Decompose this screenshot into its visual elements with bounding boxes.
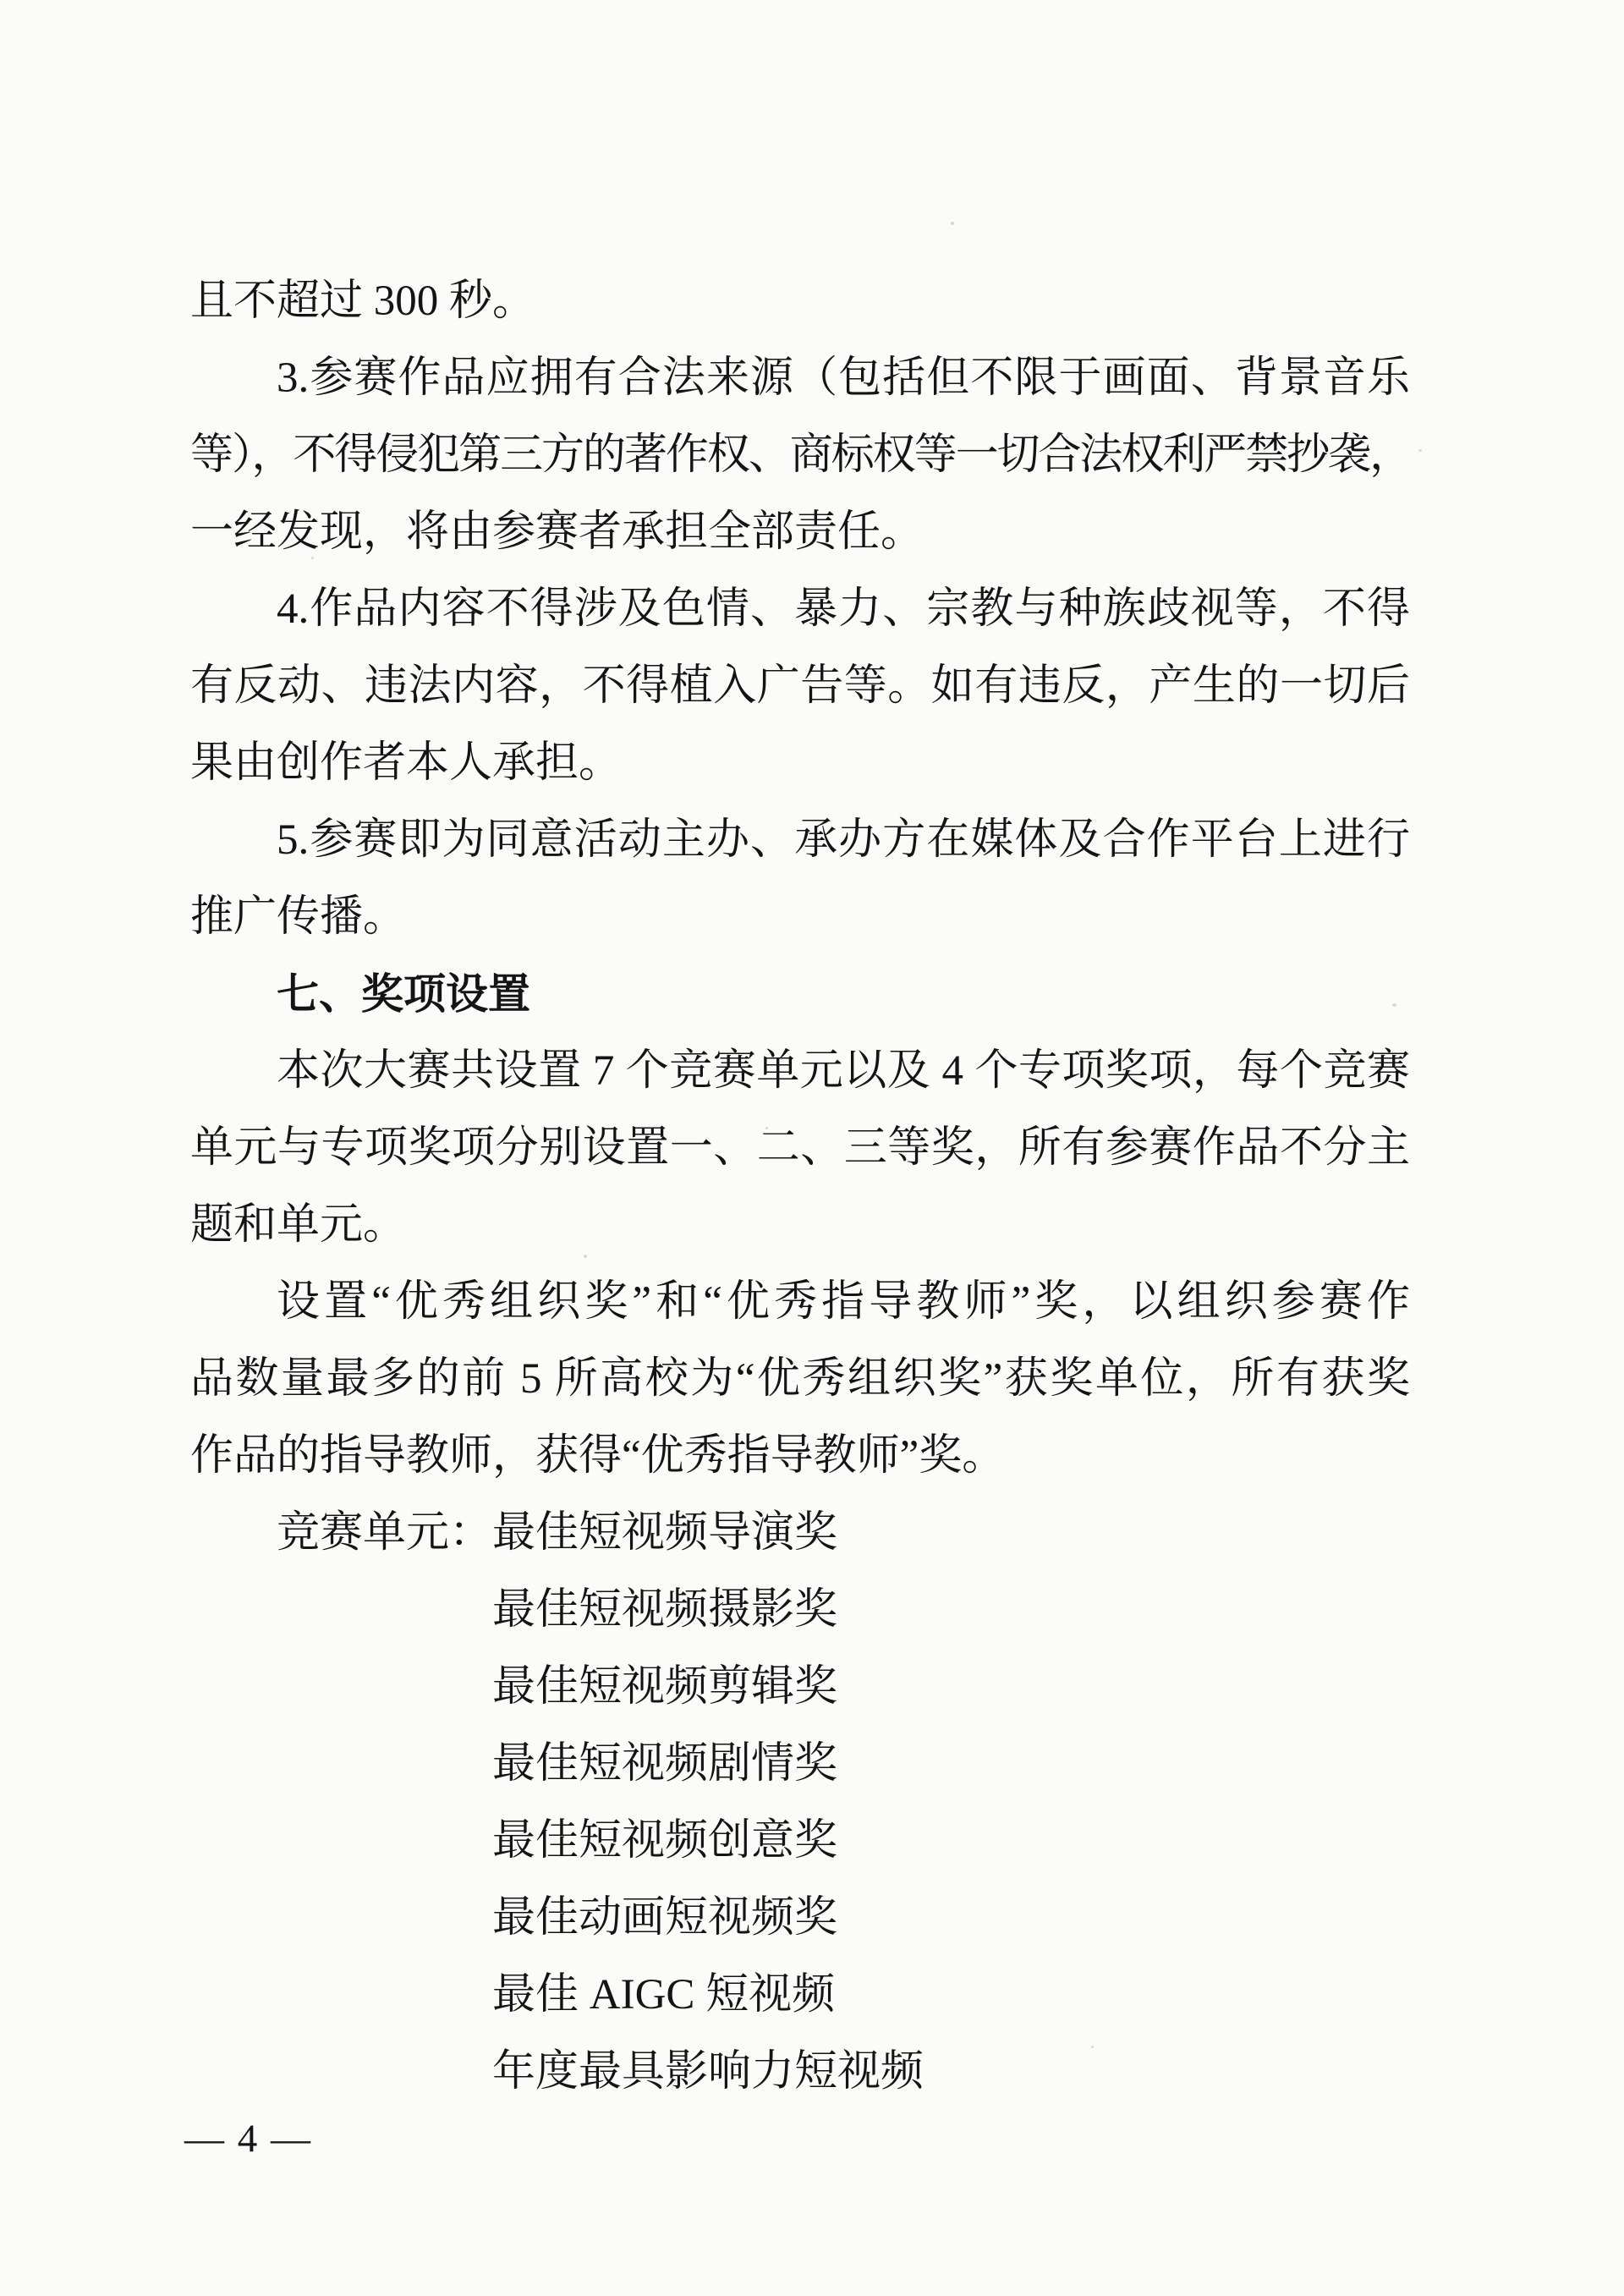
body-line: 3.参赛作品应拥有合法来源（包括但不限于画面、背景音乐	[277, 354, 1410, 402]
body-line: 等），不得侵犯第三方的著作权、商标权等一切合法权利严禁抄袭，	[190, 431, 1410, 479]
body-line: 4.作品内容不得涉及色情、暴力、宗教与种族歧视等，不得	[277, 585, 1410, 633]
scan-speck	[1418, 449, 1422, 452]
body-line: 本次大赛共设置 7 个竞赛单元以及 4 个专项奖项，每个竞赛	[277, 1047, 1410, 1095]
body-line: 题和单元。	[190, 1201, 407, 1249]
body-line: 5.参赛即为同意活动主办、承办方在媒体及合作平台上进行	[277, 816, 1410, 864]
body-line: 有反动、违法内容，不得植入广告等。如有违反，产生的一切后	[190, 662, 1410, 710]
body-line: 且不超过 300 秒。	[190, 277, 536, 325]
award-line	[492, 1880, 1410, 1957]
body-line: 单元与专项奖项分别设置一、二、三等奖，所有参赛作品不分主	[190, 1124, 1410, 1172]
award-item: 最佳 AIGC 短视频	[492, 1971, 836, 2019]
body-line: 果由创作者本人承担。	[190, 739, 623, 787]
award-item: 最佳短视频剧情奖	[492, 1740, 838, 1788]
scan-speck	[1392, 1003, 1396, 1007]
body-line: 品数量最多的前 5 所高校为“优秀组织奖”获奖单位，所有获奖	[190, 1355, 1410, 1403]
award-item: 最佳短视频创意奖	[492, 1817, 838, 1865]
award-item: 最佳动画短视频奖	[492, 1894, 838, 1942]
scan-speck	[951, 222, 954, 225]
award-line	[492, 1726, 1410, 1803]
award-line	[492, 1649, 1410, 1726]
body-line: 一经发现，将由参赛者承担全部责任。	[190, 508, 924, 556]
body-line: 作品的指导教师，获得“优秀指导教师”奖。	[190, 1432, 1006, 1480]
body-line: 设置“优秀组织奖”和“优秀指导教师”奖，以组织参赛作	[277, 1278, 1410, 1326]
award-line	[492, 1572, 1410, 1649]
award-line	[492, 2034, 1410, 2111]
section-heading: 七、奖项设置	[277, 970, 530, 1018]
award-line	[492, 1803, 1410, 1880]
scan-speck	[1091, 2046, 1094, 2048]
award-item: 最佳短视频摄影奖	[492, 1586, 838, 1634]
award-item: 年度最具影响力短视频	[492, 2048, 924, 2096]
award-line	[492, 1957, 1410, 2034]
award-item: 最佳短视频剪辑奖	[492, 1663, 838, 1711]
page-number: — 4 —	[184, 2117, 312, 2161]
body-line: 推广传播。	[190, 893, 407, 941]
scan-speck	[765, 1127, 768, 1129]
award-list-label: 竞赛单元：	[277, 1509, 493, 1557]
scan-speck	[584, 1255, 587, 1258]
scan-speck	[311, 557, 314, 559]
award-item: 最佳短视频导演奖	[492, 1509, 838, 1557]
award-line	[277, 1495, 1410, 1572]
award-list	[190, 1495, 1410, 2111]
document-body	[190, 263, 1410, 2111]
